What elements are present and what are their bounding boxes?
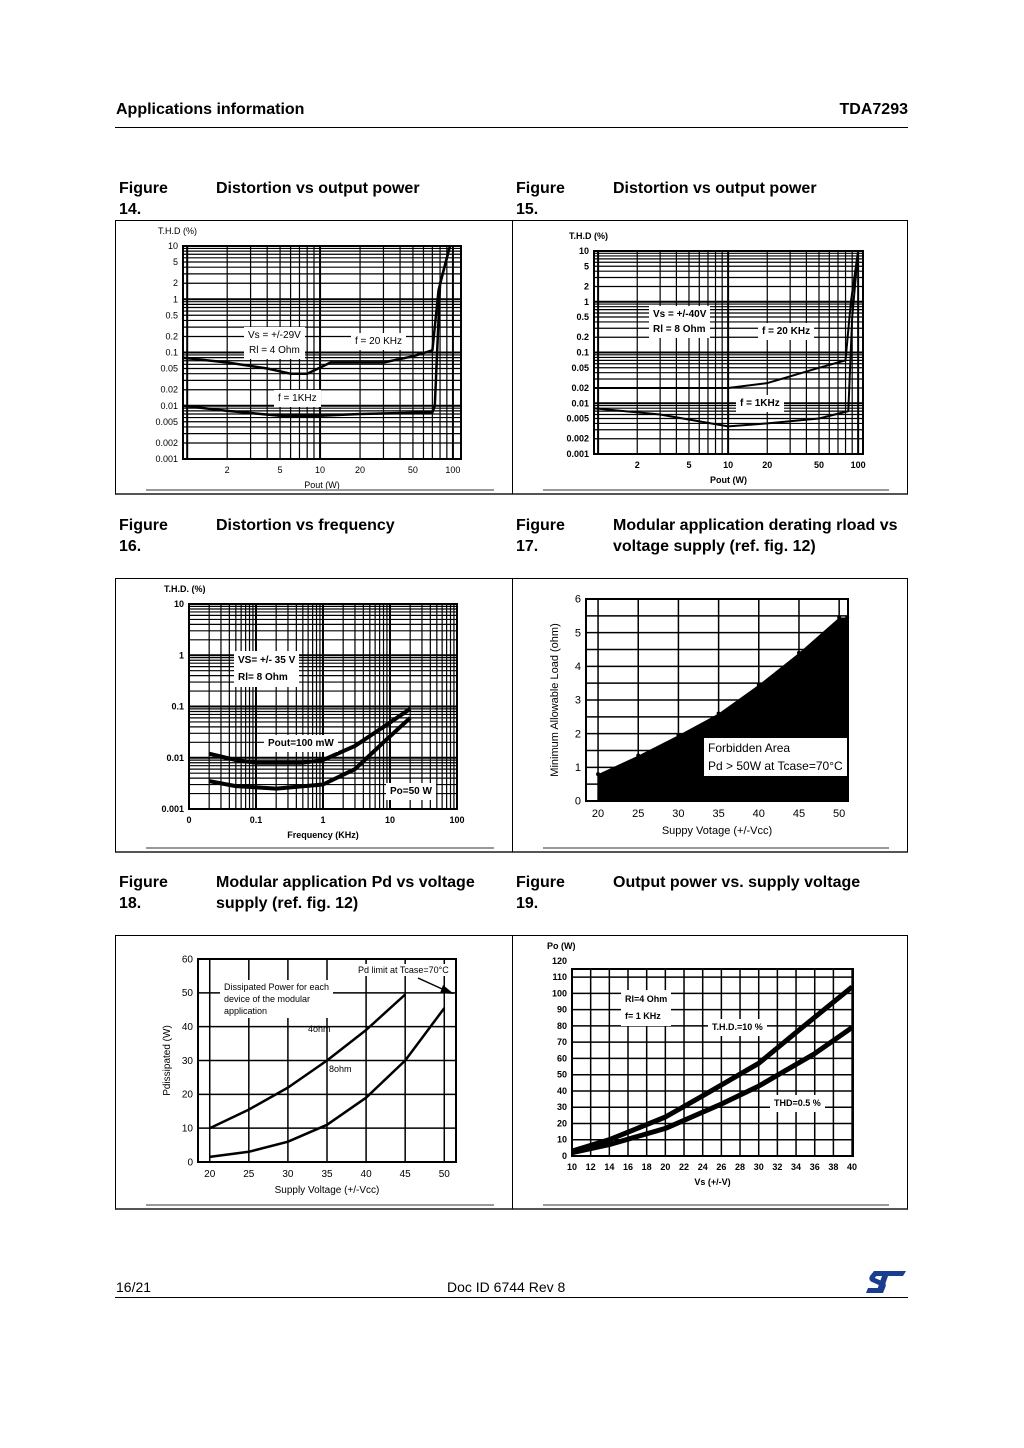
data-point	[434, 405, 435, 406]
data-point	[797, 651, 801, 655]
x-tick-label: 10	[566, 1162, 578, 1172]
condition-rl: Rl= 8 Ohm	[238, 672, 288, 683]
data-point	[665, 1128, 666, 1129]
x-tick-label: 36	[809, 1162, 820, 1172]
chart-description	[220, 980, 333, 1018]
data-point	[851, 986, 852, 987]
y-tick-label: 5	[583, 261, 589, 272]
y-tick-label: 1	[172, 294, 178, 305]
condition-vs: VS= +/- 35 V	[238, 655, 296, 666]
data-point	[818, 418, 819, 419]
x-tick-label: 100	[445, 465, 461, 475]
x-tick-label: 30	[672, 808, 685, 820]
y-tick-label: 120	[551, 955, 567, 966]
figure-number: Figure 17.	[516, 517, 565, 555]
y-tick-label: 4	[574, 661, 581, 673]
y-tick-label: 0.5	[576, 312, 589, 323]
data-point	[609, 1144, 610, 1145]
series-label: Pout=100 mW	[264, 735, 338, 752]
y-tick-label: 5	[172, 257, 178, 268]
x-tick-label: 30	[282, 1169, 294, 1180]
x-tick-label: 20	[355, 465, 366, 475]
data-point	[439, 283, 440, 284]
condition-vs: Vs = +/-29V	[248, 330, 301, 341]
data-point	[365, 1097, 366, 1098]
x-tick-label: 14	[604, 1162, 615, 1172]
data-point	[412, 356, 413, 357]
data-point	[758, 1085, 759, 1086]
x-tick-label: 2	[224, 465, 230, 475]
data-point	[665, 1116, 666, 1117]
y-tick-label: 6	[574, 593, 581, 606]
y-tick-label: 0.002	[566, 433, 589, 444]
x-axis-label: Vs (+/-V)	[694, 1177, 731, 1187]
data-point	[322, 784, 323, 785]
x-axis-label: Suppy Votage (+/-Vcc)	[661, 825, 773, 837]
data-point	[209, 753, 210, 754]
y-tick-label: 0.01	[160, 400, 178, 411]
y-axis-label: Minimum Allowable Load (ohm)	[549, 623, 561, 777]
y-tick-label: 0.005	[566, 413, 589, 424]
figure-title: Distortion vs frequency	[216, 517, 395, 534]
figure-19-chart	[512, 935, 908, 1210]
data-point	[571, 1152, 572, 1153]
data-point	[365, 1029, 366, 1030]
data-point	[596, 772, 600, 776]
y-tick-label: 0.05	[160, 363, 178, 374]
data-point	[248, 1151, 249, 1152]
x-tick-label: 0	[186, 815, 192, 825]
desc-line: device of the modular	[224, 994, 311, 1004]
label-line: Forbidden Area	[708, 741, 791, 755]
y-tick-label: 0.001	[155, 454, 178, 464]
x-tick-label: 18	[641, 1162, 652, 1172]
series-label: f = 20 KHz	[758, 323, 814, 340]
data-point	[609, 1139, 610, 1140]
chart-annotation	[621, 990, 671, 1026]
data-point	[758, 1063, 759, 1064]
data-point	[255, 762, 256, 763]
y-tick-label: 0.02	[571, 382, 589, 393]
chart-svg	[513, 221, 908, 495]
data-point	[307, 373, 308, 374]
data-point	[383, 726, 384, 727]
x-tick-label: 50	[833, 808, 846, 820]
data-point	[227, 410, 228, 411]
data-point	[858, 250, 859, 251]
x-tick-label: 10	[315, 465, 326, 475]
x-tick-label: 35	[321, 1169, 333, 1180]
condition-vs: Vs = +/-40V	[653, 309, 707, 320]
x-tick-label: 16	[623, 1162, 634, 1172]
x-tick-label: 45	[399, 1169, 411, 1180]
y-tick-label: 0.2	[576, 332, 589, 343]
data-point	[383, 362, 384, 363]
data-point	[290, 373, 291, 374]
data-point	[721, 1103, 722, 1104]
x-axis-label: Pout (W)	[304, 480, 340, 490]
chart-svg	[513, 579, 908, 853]
y-tick-label: 10	[556, 1134, 567, 1145]
data-point	[757, 683, 761, 687]
figure-title: Distortion vs output power	[216, 180, 420, 197]
x-tick-label: 40	[360, 1169, 372, 1180]
data-point	[209, 1156, 210, 1157]
data-point	[728, 387, 729, 388]
page-number: 16/21	[116, 1279, 152, 1295]
y-tick-label: 1	[178, 650, 184, 661]
data-point	[818, 367, 819, 368]
data-point	[287, 1141, 288, 1142]
y-tick-label: 30	[181, 1055, 193, 1067]
y-axis-label: T.H.D. (%)	[164, 584, 206, 594]
x-axis-label: Supply Voltage (+/-Vcc)	[274, 1185, 380, 1196]
data-point	[767, 382, 768, 383]
data-point	[248, 1109, 249, 1110]
data-point	[593, 408, 594, 409]
st-logo	[866, 1269, 908, 1300]
series-label: 4ohm	[308, 1024, 331, 1034]
x-tick-label: 2	[634, 460, 640, 470]
y-tick-label: 110	[552, 972, 567, 983]
y-tick-label: 0.05	[571, 362, 589, 373]
y-tick-label: 50	[556, 1069, 567, 1080]
pd-limit-label: Pd limit at Tcase=70°C	[358, 965, 449, 975]
desc-line: Dissipated Power for each	[224, 982, 330, 992]
data-point	[227, 362, 228, 363]
y-tick-label: 2	[583, 281, 589, 292]
series-label: T.H.D.=10 %	[708, 1019, 767, 1036]
data-point	[660, 414, 661, 415]
y-tick-label: 70	[556, 1037, 567, 1048]
desc-line: application	[224, 1006, 268, 1016]
y-tick-label: 60	[556, 1053, 567, 1064]
x-tick-label: 35	[712, 808, 725, 820]
x-tick-label: 40	[847, 1162, 858, 1172]
y-tick-label: 0	[561, 1151, 567, 1161]
data-point	[287, 1087, 288, 1088]
series-label: 8ohm	[329, 1064, 352, 1074]
data-point	[845, 360, 846, 361]
figure-title: Modular application Pd vs voltage supply (ref. fig. 12)	[216, 874, 475, 912]
x-tick-label: 30	[753, 1162, 764, 1172]
series-label: THD=0.5 %	[770, 1095, 825, 1112]
y-axis-label: Po (W)	[547, 941, 576, 951]
y-tick-label: 60	[181, 954, 193, 966]
x-tick-label: 24	[697, 1162, 708, 1172]
data-point	[636, 754, 640, 758]
y-tick-label: 5	[574, 627, 581, 640]
chart-svg	[116, 936, 513, 1210]
x-tick-label: 12	[585, 1162, 596, 1172]
data-point	[702, 1095, 703, 1096]
y-tick-label: 30	[556, 1102, 567, 1113]
data-point	[182, 357, 183, 358]
data-point	[235, 785, 236, 786]
figure-15-chart	[512, 220, 908, 495]
y-tick-label: 40	[556, 1085, 567, 1096]
data-point	[267, 368, 268, 369]
x-tick-label: 100	[449, 815, 465, 825]
data-point	[851, 1027, 852, 1028]
data-point	[209, 781, 210, 782]
data-point	[676, 733, 680, 737]
x-tick-label: 45	[792, 808, 806, 820]
data-point	[383, 742, 384, 743]
chart-svg	[116, 579, 513, 853]
x-axis-label: Pout (W)	[710, 475, 747, 485]
data-point	[717, 711, 721, 715]
y-tick-label: 20	[181, 1089, 193, 1101]
data-point	[359, 413, 360, 414]
y-tick-label: 10	[167, 241, 178, 251]
y-tick-label: 0	[187, 1157, 193, 1169]
x-tick-label: 20	[660, 1162, 671, 1172]
data-point	[845, 616, 849, 620]
figure-14-chart	[115, 220, 513, 495]
data-point	[322, 759, 323, 760]
data-point	[235, 759, 236, 760]
figure-17-chart	[512, 578, 908, 853]
y-tick-label: 10	[173, 599, 184, 609]
x-tick-label: 20	[204, 1169, 216, 1180]
y-tick-label: 0.5	[165, 310, 178, 321]
x-tick-label: 20	[591, 808, 605, 820]
figure-number: Figure 18.	[119, 874, 168, 912]
y-tick-label: 10	[578, 246, 589, 256]
y-axis-label: T.H.D (%)	[158, 226, 197, 236]
condition-rl: Rl = 8 Ohm	[653, 324, 706, 335]
y-tick-label: 20	[556, 1118, 567, 1129]
x-tick-label: 0.1	[249, 815, 263, 825]
header-rule	[115, 127, 908, 128]
y-tick-label: 1	[574, 762, 581, 774]
chart-annotation	[649, 306, 710, 338]
data-point	[728, 426, 729, 427]
y-tick-label: 0	[574, 795, 581, 808]
y-tick-label: 80	[556, 1020, 567, 1031]
y-tick-label: 2	[574, 728, 581, 741]
data-point	[326, 1124, 327, 1125]
forbidden-area-label	[703, 737, 848, 777]
x-tick-label: 100	[850, 460, 866, 470]
series-label: f = 20 KHz	[351, 333, 406, 350]
y-tick-label: 1	[583, 296, 589, 307]
data-point	[432, 350, 433, 351]
condition-rl: Rl = 4 Ohm	[248, 345, 300, 356]
figure-number: Figure 16.	[119, 517, 168, 555]
x-tick-label: 50	[438, 1169, 450, 1180]
figure-16-chart	[115, 578, 513, 853]
figure-number: Figure 14.	[119, 180, 168, 218]
figure-title: Output power vs. supply voltage	[613, 874, 861, 891]
condition-rl: Rl=4 Ohm	[625, 994, 668, 1004]
data-point	[767, 423, 768, 424]
data-point	[354, 769, 355, 770]
y-tick-label: 0.1	[576, 347, 589, 358]
doc-id: Doc ID 6744 Rev 8	[447, 1279, 566, 1295]
y-tick-label: 0.005	[155, 416, 178, 427]
x-tick-label: 22	[679, 1162, 690, 1172]
figure-number: Figure 15.	[516, 180, 565, 218]
x-tick-label: 20	[762, 460, 773, 470]
y-tick-label: 0.01	[166, 752, 184, 763]
data-point	[326, 1060, 327, 1061]
figure-title: Modular application derating rload vs voltage supply (ref. fig. 12)	[613, 517, 898, 555]
data-point	[182, 405, 183, 406]
condition-f: f= 1 KHz	[625, 1011, 661, 1021]
figure-title: Distortion vs output power	[613, 180, 817, 197]
chart-svg	[513, 936, 908, 1210]
chart-svg	[116, 221, 513, 495]
x-tick-label: 10	[384, 815, 396, 825]
series-label: Po=50 W	[386, 783, 436, 800]
chart-annotation	[234, 651, 299, 687]
x-tick-label: 5	[277, 465, 283, 475]
x-tick-label: 25	[632, 808, 645, 820]
data-point	[302, 762, 303, 763]
y-tick-label: 0.01	[571, 398, 589, 409]
x-axis-label: Frequency (KHz)	[287, 830, 359, 840]
y-axis-label: Pdissipated (W)	[162, 1025, 173, 1096]
data-point	[405, 1060, 406, 1061]
x-tick-label: 50	[407, 465, 418, 475]
data-point	[405, 994, 406, 995]
part-number: TDA7293	[839, 101, 908, 118]
data-point	[449, 245, 450, 246]
x-tick-label: 1	[320, 815, 326, 825]
series-label: f = 1KHz	[736, 395, 784, 412]
y-tick-label: 90	[556, 1004, 567, 1015]
series-label: f = 1KHz	[274, 390, 321, 407]
x-tick-label: 10	[723, 460, 734, 470]
y-tick-label: 0.001	[566, 449, 589, 459]
data-point	[432, 412, 433, 413]
data-point	[330, 362, 331, 363]
section-title: Applications information	[116, 101, 305, 118]
data-point	[354, 745, 355, 746]
x-tick-label: 25	[243, 1169, 255, 1180]
data-point	[279, 415, 280, 416]
data-point	[593, 387, 594, 388]
y-axis-label: T.H.D (%)	[569, 231, 608, 241]
data-point	[276, 788, 277, 789]
data-point	[444, 1007, 445, 1008]
y-tick-label: 10	[181, 1123, 193, 1135]
x-tick-label: 40	[752, 808, 765, 820]
x-tick-label: 32	[772, 1162, 783, 1172]
x-tick-label: 5	[686, 460, 692, 470]
data-point	[410, 708, 411, 709]
figure-number: Figure 19.	[516, 874, 565, 912]
y-tick-label: 100	[551, 988, 567, 999]
data-point	[410, 717, 411, 718]
data-point	[209, 1128, 210, 1129]
data-point	[850, 301, 851, 302]
y-tick-label: 3	[574, 694, 581, 707]
label-line: Pd > 50W at Tcase=70°C	[708, 759, 843, 773]
y-tick-label: 0.1	[165, 347, 178, 358]
y-tick-label: 0.2	[165, 331, 178, 342]
data-point	[319, 415, 320, 416]
x-tick-label: 50	[813, 460, 825, 470]
x-tick-label: 28	[735, 1162, 746, 1172]
y-tick-label: 40	[181, 1022, 193, 1033]
data-point	[814, 1053, 815, 1054]
y-tick-label: 0.002	[155, 437, 178, 448]
figure-18-chart	[115, 935, 513, 1210]
data-point	[795, 1032, 796, 1033]
chart-annotation	[244, 327, 305, 359]
y-tick-label: 0.001	[161, 804, 184, 814]
y-tick-label: 0.02	[160, 384, 178, 395]
plot-area	[572, 969, 853, 1156]
data-point	[848, 411, 849, 412]
data-point	[852, 316, 853, 317]
data-point	[837, 616, 841, 620]
x-tick-label: 34	[791, 1162, 802, 1172]
y-tick-label: 2	[172, 278, 178, 289]
x-tick-label: 38	[828, 1162, 839, 1172]
y-tick-label: 0.1	[171, 701, 184, 712]
y-tick-label: 50	[181, 988, 193, 1000]
footer-rule	[115, 1297, 908, 1298]
x-tick-label: 26	[716, 1162, 727, 1172]
